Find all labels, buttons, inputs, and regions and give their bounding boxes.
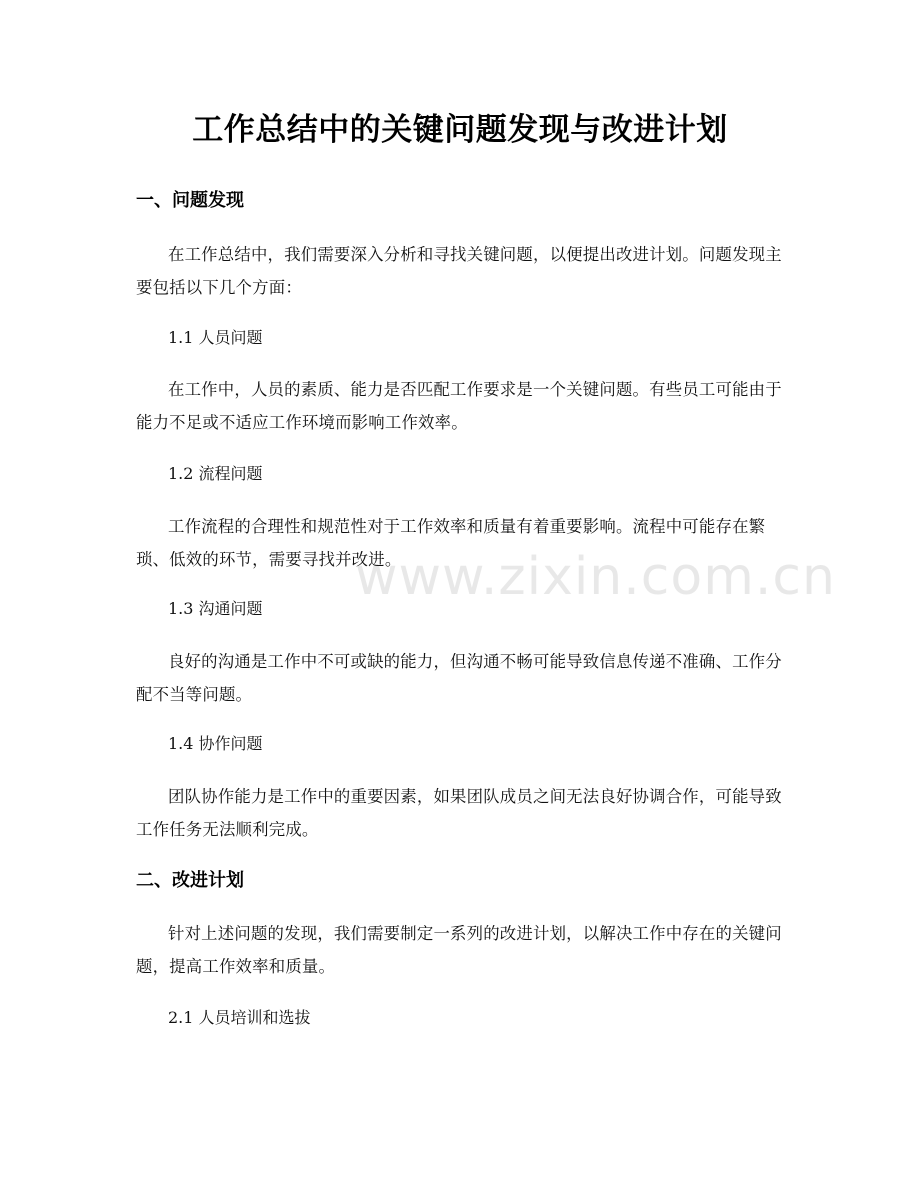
section-intro-paragraph: 在工作总结中，我们需要深入分析和寻找关键问题，以便提出改进计划。问题发现主要包括以下几个方面： xyxy=(136,245,782,297)
subheading-communication: 1.3 沟通问题 xyxy=(168,599,263,618)
section-intro-paragraph-improvement: 针对上述问题的发现，我们需要制定一系列的改进计划，以解决工作中存在的关键问题，提高工作效率和质量。 xyxy=(136,924,782,976)
paragraph-collaboration: 团队协作能力是工作中的重要因素，如果团队成员之间无法良好协调合作，可能导致工作任务无法顺利完成。 xyxy=(136,787,782,839)
paragraph-communication: 良好的沟通是工作中不可或缺的能力，但沟通不畅可能导致信息传递不准确、工作分配不当等问题。 xyxy=(136,652,782,704)
paragraph-personnel: 在工作中，人员的素质、能力是否匹配工作要求是一个关键问题。有些员工可能由于能力不足或不适应工作环境而影响工作效率。 xyxy=(136,380,782,432)
subheading-personnel: 1.1 人员问题 xyxy=(168,328,263,347)
subheading-training-selection: 2.1 人员培训和选拔 xyxy=(168,1008,311,1027)
watermark: www.zixin.com.cn xyxy=(355,547,836,607)
page-title: 工作总结中的关键问题发现与改进计划 xyxy=(192,112,728,148)
subheading-collaboration: 1.4 协作问题 xyxy=(168,734,263,753)
paragraph-process: 工作流程的合理性和规范性对于工作效率和质量有着重要影响。流程中可能存在繁琐、低效的环节，需要寻找并改进。 xyxy=(136,517,766,569)
subheading-process: 1.2 流程问题 xyxy=(168,464,263,483)
section-heading-problem-discovery: 一、问题发现 xyxy=(136,190,244,211)
section-heading-improvement-plan: 二、改进计划 xyxy=(136,870,244,891)
